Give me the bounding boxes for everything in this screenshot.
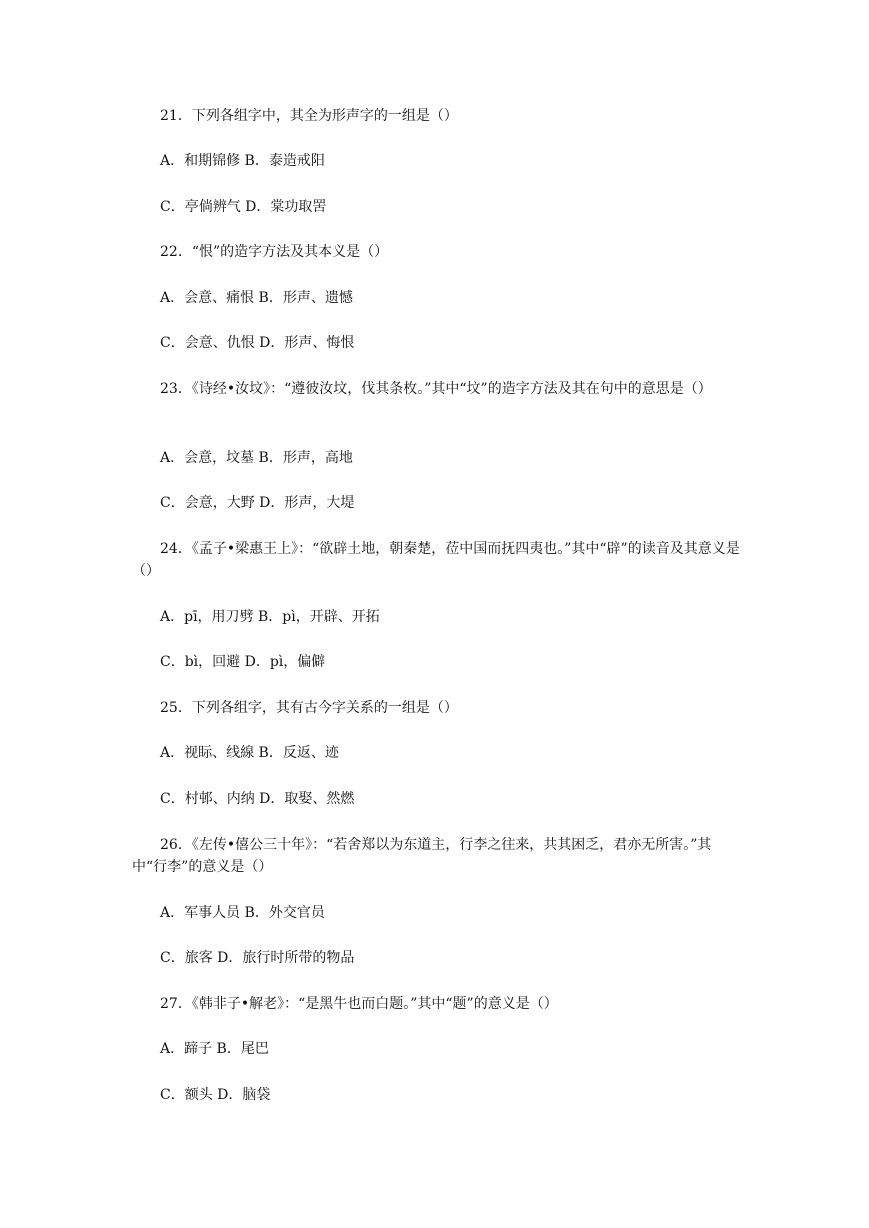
question-25-options-cd: C．村邨、内纳 D．取娶、然燃 [160,791,355,807]
question-24-options-ab: A．pī，用刀劈 B．pì，开辟、开拓 [160,609,380,625]
question-24-options-cd: C．bì，回避 D．pì，偏僻 [160,654,326,670]
question-23-options-cd: C．会意，大野 D．形声，大堤 [160,495,355,511]
question-26-options-ab: A．军事人员 B．外交官员 [160,905,325,921]
question-27-options-cd: C．额头 D．脑袋 [160,1087,271,1103]
question-22-options-ab: A．会意、痛恨 B．形声、遗憾 [160,290,353,306]
question-24-stem: 24．《孟子•梁惠王上》：“欲辟土地，朝秦楚，莅中国而抚四夷也。”其中“辟”的读音及其意义是（） [132,541,740,579]
question-23-stem: 23．《诗经•汝坟》：“遵彼汝坟，伐其条枚。”其中“坟”的造字方法及其在句中的意思是（） [160,381,712,397]
question-21-stem: 21．下列各组字中，其全为形声字的一组是（） [160,108,458,124]
question-21-options-ab: A．和期锦修 B．泰造戒阳 [160,153,325,169]
question-23-options-ab: A．会意，坟墓 B．形声，高地 [160,450,353,466]
question-22-stem: 22．“恨”的造字方法及其本义是（） [160,244,389,260]
question-21-options-cd: C．亭倘辨气 D．棠功取罟 [160,199,327,215]
question-27-options-ab: A．蹄子 B．尾巴 [160,1041,269,1057]
question-27-stem: 27．《韩非子•解老》：“是黑牛也而白题。”其中“题”的意义是（） [160,996,558,1012]
question-25-options-ab: A．视眎、线線 B．反返、迹 [160,745,339,761]
question-22-options-cd: C．会意、仇恨 D．形声、悔恨 [160,335,355,351]
question-26-stem: 26．《左传•僖公三十年》：“若舍郑以为东道主，行李之往来，共其困乏，君亦无所害。”其中“行李”的意义是（） [132,837,712,875]
question-26-options-cd: C．旅客 D．旅行时所带的物品 [160,950,355,966]
question-25-stem: 25．下列各组字，其有古今字关系的一组是（） [160,700,458,716]
